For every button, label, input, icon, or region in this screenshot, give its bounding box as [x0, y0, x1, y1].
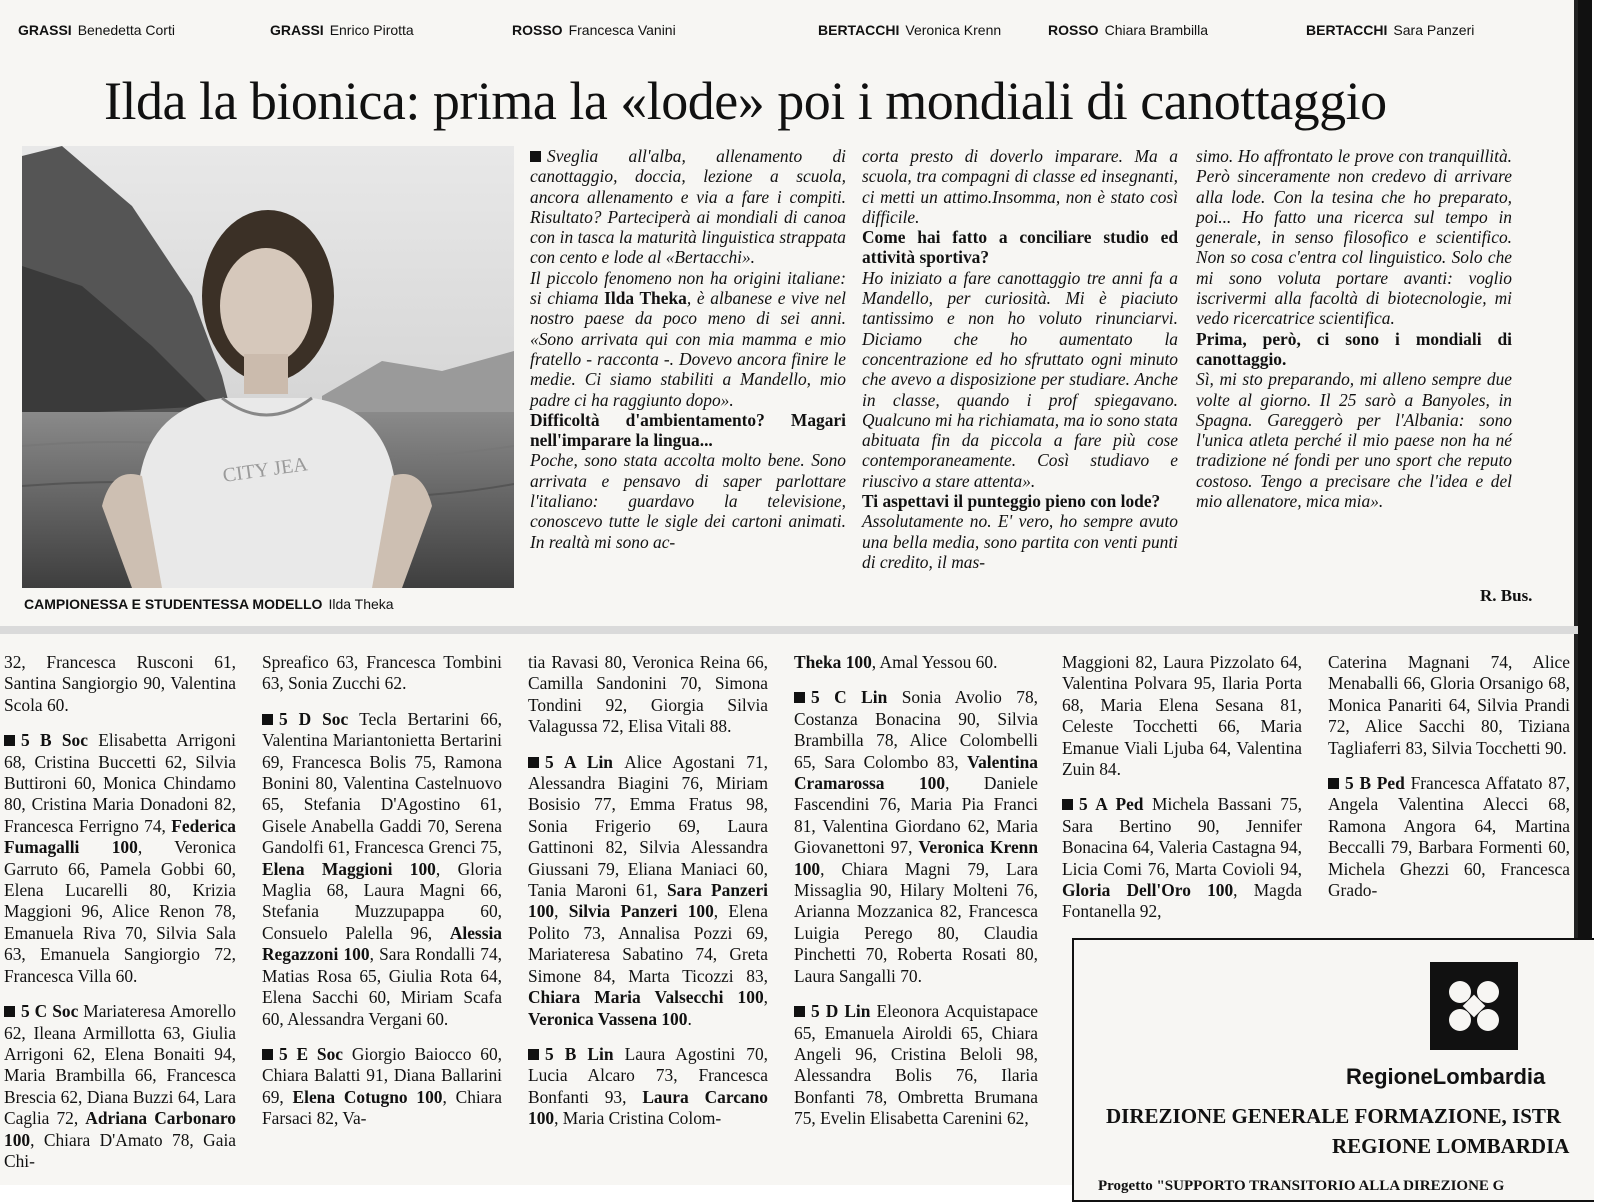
grades-column-1 [4, 652, 236, 1186]
student-grades: Tecla Bertarini 66, Valentina Mariantonietta Bertarini 69, Francesca Bolis 75, Ramona Bonini 80, Valentina Castelnuovo 65, Stefania D'Agostino 61, Gisele Anabella Gaddi 70, Serena Gandolfi 61, Francesca Grenci 75, [262, 708, 502, 858]
top-student-name: Enrico Pirotta [329, 22, 414, 38]
grades-paragraph [262, 709, 502, 1030]
student-grades: Spreafico 63, Francesca Tombini 63, Sonia Zucchi 62. [262, 652, 502, 694]
interview-question [1196, 329, 1512, 370]
class-bullet-icon [1062, 799, 1073, 810]
student-grades: , Amal Yessou 60. [871, 652, 998, 672]
interview-question [530, 410, 846, 451]
class-label: 5 D Soc [279, 708, 360, 729]
grades-paragraph [528, 1044, 768, 1130]
caption-title: CAMPIONESSA E STUDENTESSA MODELLO [24, 596, 323, 612]
grades-paragraph [794, 652, 1038, 673]
direction-subtitle: REGIONE LOMBARDIA [1332, 1134, 1570, 1158]
article-paragraph [1196, 146, 1512, 329]
class-label: 5 B Lin [545, 1043, 625, 1064]
class-bullet-icon [4, 735, 15, 746]
student-grades: , Chiara D'Amato 78, Gaia Chi- [4, 1129, 236, 1171]
honors-student: Veronica Vassena 100 [528, 1008, 688, 1029]
article-text: Ho iniziato a fare canottaggio tre anni fa a Mandello, per curiosità. Mi è piaciuto tantissimo e non ho voluto rinunciarvi. Diciamo che ho aumentato la concentrazione ed ho sfruttato ogni minuto che avevo a disposizione per studiare. Anche in classe, quando i prof spiegavano. Qualcuno mi ha richiamata, ma io sono stata abituata fin da piccola a fare più cose contemporaneamente. Così studiavo e riuscivo a stare attenta». [862, 267, 1178, 491]
grades-column-5 [1062, 652, 1302, 937]
student-grades: , Magda Fontanella 92, [1062, 880, 1302, 922]
class-label: 5 E Soc [279, 1043, 352, 1064]
student-grades: , Gloria Maglia 68, Laura Magni 66, Stefania Muzzupappa 60, Consuelo Palella 96, [262, 858, 502, 943]
class-label: 5 A Lin [545, 751, 625, 772]
top-name-entry [512, 22, 676, 38]
student-grades: Francesca Affatato 87, Angela Valentina Alecci 68, Ramona Angora 64, Martina Beccalli 79, Barbara Formenti 60, Michela Ghezzi 60, Francesca Grado- [1328, 773, 1570, 901]
article-paragraph [862, 268, 1178, 491]
student-grades: Giorgio Baiocco 60, Chiara Balatti 91, Diana Ballarini 69, [262, 1043, 502, 1107]
class-label: 5 C Soc [21, 1001, 84, 1022]
grades-paragraph [528, 652, 768, 738]
honors-student: Elena Maggioni 100 [262, 858, 436, 879]
student-grades: , [763, 987, 768, 1008]
honors-student: Gloria Dell'Oro 100 [1062, 880, 1234, 901]
student-grades: , Maria Cristina Colom- [554, 1108, 722, 1129]
top-student-name: Veronica Krenn [905, 22, 1002, 38]
top-name-entry [1306, 22, 1474, 38]
class-bullet-icon [794, 1006, 805, 1017]
regione-lombardia-logo-icon [1430, 962, 1518, 1050]
top-name-entry [1048, 22, 1208, 38]
svg-text:CITY JEA: CITY JEA [221, 453, 309, 487]
region-name: RegioneLombardia [1346, 1064, 1546, 1089]
article-text: Sveglia all'alba, allenamento di canottaggio, doccia, lezione a scuola, ancora allenamento e via a fare i compiti. Risultato? Parteciperà ai mondiali di canoa con in tasca la maturità linguistica strappata con cento e lode al «Bertacchi». [530, 146, 846, 268]
region-ad-box [1072, 938, 1594, 1202]
article-text: Sì, mi sto preparando, mi alleno sempre due volte al giorno. Il 25 sarò a Banyoles, in Spagna. Gareggerò per l'Albania: sono l'unica atleta perché il mio paese non ha né tradizione né fondi per uno sport che reputo costoso. Tengo a precisare che l'idea e del mio allenatore, mica mia». [1196, 369, 1512, 512]
honors-student: Veronica Krenn 100 [794, 837, 1039, 879]
interview-question [862, 227, 1178, 268]
grades-paragraph [1062, 652, 1302, 780]
honors-student: Valentina Cramarossa 100 [794, 751, 1038, 794]
article-paragraph [862, 146, 1178, 227]
lead-bullet-icon [530, 151, 541, 162]
student-grades: , Chiara Farsaci 82, Va- [262, 1086, 502, 1129]
article-text: , è albanese e vive nel nostro paese da poco meno di sei anni. «Sono arrivata qui con mia mamma e mio fratello - racconta -. Dovevo ancora finire le medie. Ci siamo stabiliti a Mandello, mio padre ci ha raggiunto dopo». [530, 288, 847, 410]
byline: R. Bus. [1480, 586, 1533, 605]
article-text: Il piccolo fenomeno non ha origini italiane: si chiama [530, 267, 846, 309]
article-column-1 [530, 146, 846, 552]
top-student-name: Benedetta Corti [77, 22, 175, 38]
honors-student: Laura Carcano 100 [528, 1086, 769, 1129]
article-text: Poche, sono stata accolta molto bene. Sono arrivata e pensavo di saper parlottare l'italiano: guardavo la televisione, conoscevo tutte le sigle dei cartoni animati. In realtà mi sono ac- [530, 450, 846, 552]
student-grades: , Veronica Garruto 66, Pamela Gobbi 60, Elena Lucarelli 80, Krizia Maggioni 96, Alice Renon 78, Emanuela Riva 70, Silvia Sala 63, Emanuela Sangiorgio 72, Francesca Villa 60. [4, 837, 237, 986]
caption-name: Ilda Theka [328, 596, 394, 612]
top-class-label: ROSSO [1048, 22, 1099, 38]
student-grades: , [554, 901, 569, 922]
student-grades: . [687, 1008, 692, 1029]
honors-student: Theka 100 [794, 652, 872, 672]
top-student-name: Francesca Vanini [568, 22, 676, 38]
top-name-entry [270, 22, 414, 38]
honors-student: Federica Fumagalli 100 [4, 815, 236, 858]
grades-paragraph [4, 652, 236, 716]
article-text: Ti aspettavi il punteggio pieno con lode? [862, 491, 1161, 512]
student-grades: , Elena Polito 73, Annalisa Pozzi 69, Mariateresa Sabatino 74, Greta Simone 84, Marta Ticozzi 83, [528, 901, 768, 986]
class-label: 5 C Lin [811, 687, 902, 708]
grades-column-4 [794, 652, 1038, 1144]
top-class-label: BERTACCHI [1306, 22, 1388, 38]
class-bullet-icon [794, 692, 805, 703]
honors-student: Alessia Regazzoni 100 [262, 922, 502, 965]
top-class-label: GRASSI [270, 22, 324, 38]
top-class-label: GRASSI [18, 22, 72, 38]
top-student-name: Sara Panzeri [1393, 22, 1475, 38]
student-grades: , Sara Rondalli 74, Matias Rosa 65, Giulia Rota 64, Elena Sacchi 60, Miriam Scafa 60, Alessandra Vergani 60. [262, 944, 502, 1029]
student-grades: Alice Agostani 71, Alessandra Biagini 76, Miriam Bosisio 77, Emma Fratus 98, Sonia Frigerio 69, Laura Gattinoni 82, Silvia Alessandra Giussani 79, Eliana Maniaci 60, Tania Maroni 61, [528, 751, 768, 901]
article-paragraph [530, 268, 846, 410]
class-bullet-icon [4, 1006, 15, 1017]
top-name-entry [818, 22, 1001, 38]
honors-student: Silvia Panzeri 100 [568, 901, 714, 922]
direction-title: DIREZIONE GENERALE FORMAZIONE, ISTR [1106, 1104, 1562, 1128]
top-class-label: ROSSO [512, 22, 563, 38]
grades-paragraph [794, 687, 1038, 987]
article-text: simo. Ho affrontato le prove con tranquillità. Però sinceramente non credevo di arrivare alla lode. Con la tesina che ho preparato, poi... Ho fatto una ricerca sul tempo in generale, in senso filosofico e scientifico. Non so cosa c'entra col linguistico. Solo che mi sono voluta portare avanti: voglio iscrivermi alla facoltà di biotecnologie, mi vedo ricercatrice scientifica. [1196, 146, 1512, 329]
class-label: 5 A Ped [1079, 794, 1153, 815]
student-grades: , Chiara Magni 79, Lara Missaglia 90, Hilary Molteni 76, Arianna Mozzanica 82, Francesca Luigia Perego 80, Claudia Pinchetti 70, Roberta Rosati 80, Laura Sangalli 70. [794, 858, 1038, 986]
photo-caption [24, 596, 516, 612]
article-headline: Ilda la bionica: prima la «lode» poi i mondiali di canottaggio [104, 71, 1387, 131]
student-grades: Eleonora Acquistapace 65, Emanuela Airoldi 65, Chiara Angeli 96, Cristina Beloli 98, Alessandra Bolis 76, Ilaria Bonfanti 78, Ombretta Brumana 75, Evelin Elisabetta Carenini 62, [794, 1001, 1039, 1129]
section-divider [0, 626, 1578, 634]
top-student-name: Chiara Brambilla [1104, 22, 1209, 38]
article-text: Prima, però, ci sono i mondiali di canottaggio. [1196, 328, 1512, 369]
class-bullet-icon [1328, 778, 1339, 789]
athlete-photo [22, 146, 514, 588]
student-grades: Mariateresa Amorello 62, Ileana Armillotta 63, Giulia Arrigoni 62, Elena Bonaiti 94, Maria Brambilla 66, Francesca Brescia 62, Diana Buzzi 64, Lara Caglia 72, [4, 1001, 236, 1129]
class-label: 5 D Lin [811, 1001, 877, 1022]
class-bullet-icon [262, 1049, 273, 1060]
article-paragraph [530, 146, 846, 268]
top-class-label: BERTACCHI [818, 22, 900, 38]
article-text: Assolutamente no. E' vero, ho sempre avuto una bella media, sono partita con venti punti di credito, il mas- [862, 511, 1178, 572]
grades-paragraph [4, 730, 236, 987]
interview-question [862, 491, 1178, 511]
student-grades: tia Ravasi 80, Veronica Reina 66, Camilla Sandonini 70, Simona Tondini 92, Giorgia Silvia Valagussa 72, Elisa Vitali 88. [528, 652, 768, 737]
class-label: 5 B Soc [21, 730, 99, 751]
grades-column-3 [528, 652, 768, 1144]
grades-paragraph [262, 652, 502, 695]
photo-illustration [22, 146, 514, 588]
article-column-2 [862, 146, 1178, 572]
grades-column-6 [1328, 652, 1570, 915]
top-name-entry [18, 22, 175, 38]
grades-paragraph [4, 1001, 236, 1172]
student-grades: Maggioni 82, Laura Pizzolato 64, Valentina Polvara 95, Ilaria Porta 68, Maria Elena Sesana 81, Celeste Tocchetti 66, Maria Emanue Viali Ljuba 64, Valentina Zuin 84. [1062, 652, 1302, 780]
honors-student: Adriana Carbonaro 100 [4, 1108, 236, 1150]
article-text: Come hai fatto a conciliare studio ed attività sportiva? [862, 227, 1178, 268]
honors-student: Sara Panzeri 100 [528, 880, 768, 922]
grades-paragraph [1062, 794, 1302, 922]
grades-paragraph [262, 1044, 502, 1130]
article-text: Difficoltà d'ambientamento? Magari nell'imparare la lingua... [530, 409, 846, 451]
article-paragraph [862, 511, 1178, 572]
student-grades: Michela Bassani 75, Sara Bertino 90, Jennifer Bonacina 64, Valeria Castagna 94, Licia Comi 76, Marta Covioli 94, [1062, 794, 1302, 879]
grades-paragraph [1328, 773, 1570, 901]
student-grades: Elisabetta Arrigoni 68, Cristina Buccetti 62, Silvia Buttironi 60, Monica Chindamo 80, Cristina Maria Donadoni 82, Francesca Ferrigno 74, [4, 730, 236, 836]
article-text: corta presto di doverlo imparare. Ma a scuola, tra compagni di classe ed insegnanti, ci metti un attimo.Insomma, non è stato così difficile. [862, 146, 1178, 227]
grades-paragraph [528, 752, 768, 1030]
honors-student: Elena Cotugno 100 [292, 1086, 443, 1107]
honors-student: Chiara Maria Valsecchi 100 [528, 987, 764, 1008]
class-label: 5 B Ped [1345, 773, 1411, 794]
grades-paragraph [794, 1001, 1038, 1129]
class-bullet-icon [262, 714, 273, 725]
class-bullet-icon [528, 1049, 539, 1060]
class-bullet-icon [528, 757, 539, 768]
article-paragraph [530, 450, 846, 551]
grades-paragraph [1328, 652, 1570, 759]
student-grades: Caterina Magnani 74, Alice Menaballi 66, Gloria Orsanigo 68, Monica Panariti 64, Silvia Prandi 72, Alice Sacchi 80, Tiziana Tagliaferri 83, Silvia Tocchetti 90. [1328, 652, 1570, 758]
article-paragraph [1196, 369, 1512, 511]
article-text: Ilda Theka [604, 288, 687, 309]
article-column-3 [1196, 146, 1512, 511]
project-line: Progetto "SUPPORTO TRANSITORIO ALLA DIREZIONE G [1098, 1178, 1505, 1194]
student-grades: Laura Agostini 70, Lucia Alcaro 73, Francesca Bonfanti 93, [528, 1043, 768, 1107]
student-grades: , Daniele Fascendini 76, Maria Pia Franci 81, Valentina Giordano 62, Maria Giovanettoni 97, [794, 773, 1038, 858]
grades-column-2 [262, 652, 502, 1144]
student-grades: Sonia Avolio 78, Costanza Bonacina 90, Silvia Brambilla 78, Alice Colombelli 65, Sara Colombo 83, [794, 687, 1039, 772]
student-grades: 32, Francesca Rusconi 61, Santina Sangiorgio 90, Valentina Scola 60. [4, 652, 236, 715]
top-name-strip [0, 22, 1560, 46]
